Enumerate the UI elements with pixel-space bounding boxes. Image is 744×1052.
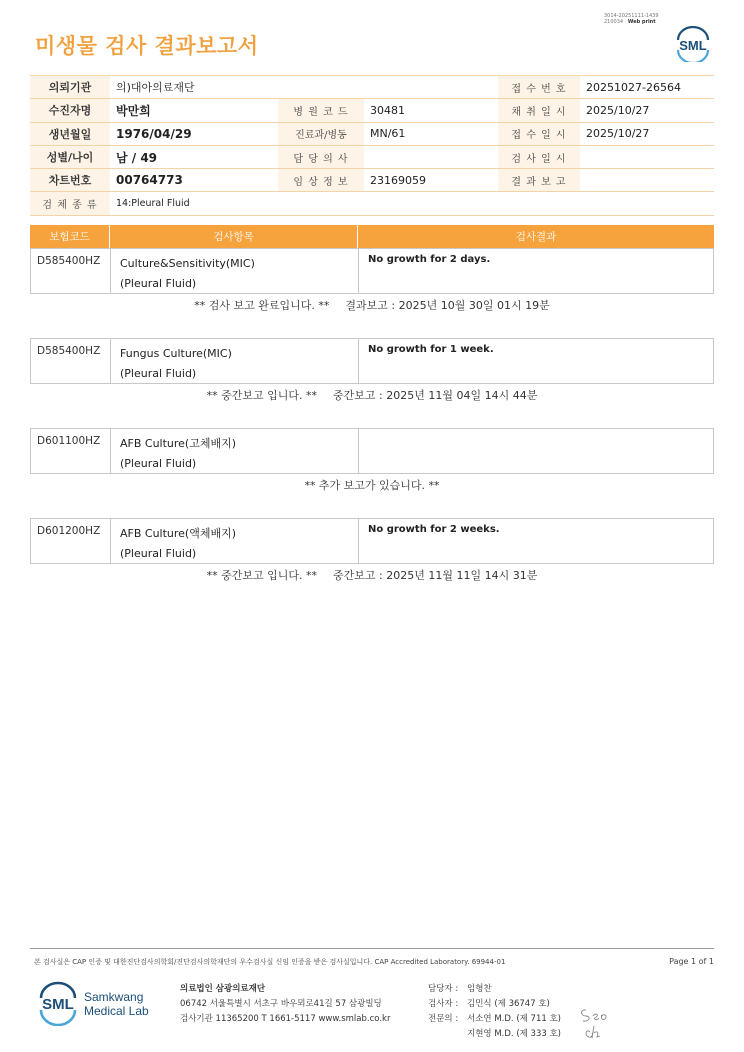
sex-age-label: 성별/나이 bbox=[30, 145, 110, 168]
result-note-status: ** 중간보고 입니다. ** bbox=[206, 569, 318, 582]
result-item-specimen: (Pleural Fluid) bbox=[120, 457, 197, 470]
patient-info-table bbox=[30, 75, 714, 216]
report-label: 결 과 보 고 bbox=[498, 169, 580, 192]
result-code: D585400HZ bbox=[31, 249, 111, 293]
result-code: D585400HZ bbox=[31, 339, 111, 383]
result-item bbox=[111, 519, 359, 563]
sml-logo-icon bbox=[672, 26, 714, 62]
doctor-label: 담 당 의 사 bbox=[278, 145, 364, 168]
staff-info bbox=[428, 982, 561, 1042]
signature-icon bbox=[578, 1006, 612, 1042]
result-item bbox=[111, 339, 359, 383]
logo-text: SML bbox=[679, 38, 707, 53]
result-note bbox=[30, 567, 714, 583]
corp-info bbox=[180, 982, 390, 1027]
result-row bbox=[30, 338, 714, 384]
result-item-specimen: (Pleural Fluid) bbox=[120, 547, 197, 560]
result-code: D601100HZ bbox=[31, 429, 111, 473]
client-label: 의뢰기관 bbox=[30, 76, 110, 99]
tester-value: 김민식 (제 36747 호) bbox=[467, 999, 550, 1009]
result-row bbox=[30, 248, 714, 294]
result-item-specimen: (Pleural Fluid) bbox=[120, 277, 197, 290]
corp-name: 의료법인 삼광의료재단 bbox=[180, 984, 266, 994]
specialist1-value: 서소연 M.D. (제 711 호) bbox=[467, 1014, 562, 1024]
result-item-name: Fungus Culture(MIC) bbox=[120, 347, 232, 360]
result-note bbox=[30, 297, 714, 313]
test-date-value bbox=[580, 145, 714, 168]
clinical-label: 임 상 정 보 bbox=[278, 169, 364, 192]
result-note-time: 중간보고 : 2025년 11월 04일 14시 44분 bbox=[333, 389, 538, 402]
result-value bbox=[359, 429, 713, 473]
collect-date-label: 채 취 일 시 bbox=[498, 99, 580, 122]
client-value: 의)대아의료재단 bbox=[110, 76, 498, 99]
header-result: 검사결과 bbox=[515, 231, 557, 243]
result-value: No growth for 2 days. bbox=[368, 254, 491, 265]
patient-value: 박만희 bbox=[110, 99, 278, 122]
samkwang-logo-icon bbox=[36, 980, 80, 1026]
corp-address: 06742 서울특별시 서초구 바우뫼로41길 57 삼광빌딩 bbox=[180, 999, 382, 1009]
receipt-no-label: 접 수 번 호 bbox=[498, 76, 580, 99]
sex-age-value: 남 / 49 bbox=[110, 145, 278, 168]
page-number: Page 1 of 1 bbox=[669, 957, 714, 966]
header-item: 검사항목 bbox=[110, 225, 358, 248]
result-note-status: ** 검사 보고 완료입니다. ** bbox=[194, 299, 330, 312]
brand-line1: Samkwang bbox=[84, 990, 144, 1004]
specialist-label: 전문의 : bbox=[428, 1014, 459, 1024]
result-item-name: AFB Culture(고체배지) bbox=[120, 437, 237, 450]
specimen-value: 14:Pleural Fluid bbox=[110, 192, 714, 215]
result-item bbox=[111, 429, 359, 473]
hospital-code-value: 30481 bbox=[364, 99, 498, 122]
receipt-date-value: 2025/10/27 bbox=[580, 122, 714, 145]
manager-label: 담당자 : bbox=[428, 984, 459, 994]
result-row bbox=[30, 428, 714, 474]
logo-text: SML bbox=[42, 996, 74, 1013]
brand-line2: Medical Lab bbox=[84, 1004, 149, 1018]
doctor-value bbox=[364, 145, 498, 168]
result-note bbox=[30, 477, 714, 493]
birth-value: 1976/04/29 bbox=[110, 122, 278, 145]
result-note bbox=[30, 387, 714, 403]
header-code: 보험코드 bbox=[30, 225, 110, 248]
results-header bbox=[30, 225, 714, 248]
chart-value: 00764773 bbox=[110, 169, 278, 192]
corp-contact: 검사기관 11365200 T 1661-5117 www.smlab.co.kr bbox=[180, 1014, 391, 1024]
result-code: D601200HZ bbox=[31, 519, 111, 563]
result-note-status: ** 추가 보고가 있습니다. ** bbox=[304, 479, 440, 492]
footer-divider bbox=[30, 948, 714, 949]
print-meta-line1: 3014-20251111-1439 bbox=[604, 13, 659, 19]
result-note-status: ** 중간보고 입니다. ** bbox=[206, 389, 318, 402]
hospital-code-label: 병 원 코 드 bbox=[278, 99, 364, 122]
result-item-specimen: (Pleural Fluid) bbox=[120, 367, 197, 380]
chart-label: 차트번호 bbox=[30, 169, 110, 192]
certification-note: 본 검사실은 CAP 인증 및 대한진단검사의학회/진단검사의학재단의 우수검사실 신임 인증을 받은 검사실입니다. CAP Accredited Laboratory. 69944-01 bbox=[34, 958, 506, 966]
result-value: No growth for 1 week. bbox=[368, 344, 494, 355]
collect-date-value: 2025/10/27 bbox=[580, 99, 714, 122]
result-note-time: 결과보고 : 2025년 10월 30일 01시 19분 bbox=[345, 299, 550, 312]
receipt-date-label: 접 수 일 시 bbox=[498, 122, 580, 145]
brand-name bbox=[84, 990, 149, 1018]
print-meta-label: Web print bbox=[627, 19, 656, 25]
test-date-label: 검 사 일 시 bbox=[498, 145, 580, 168]
patient-label: 수진자명 bbox=[30, 99, 110, 122]
page-title: 미생물 검사 결과보고서 bbox=[35, 34, 259, 58]
specialist2-value: 지현영 M.D. (제 333 호) bbox=[467, 1029, 562, 1039]
clinical-value: 23169059 bbox=[364, 169, 498, 192]
print-meta bbox=[604, 13, 659, 25]
report-value bbox=[580, 169, 714, 192]
result-item bbox=[111, 249, 359, 293]
tester-label: 검사자 : bbox=[428, 999, 459, 1009]
dept-value: MN/61 bbox=[364, 122, 498, 145]
dept-label: 진료과/병동 bbox=[278, 122, 364, 145]
result-item-name: Culture&Sensitivity(MIC) bbox=[120, 257, 255, 270]
print-meta-id: 210034 bbox=[604, 19, 624, 25]
result-item-name: AFB Culture(액체배지) bbox=[120, 527, 237, 540]
receipt-no-value: 20251027-26564 bbox=[580, 76, 714, 99]
specimen-label: 검 체 종 류 bbox=[30, 192, 110, 215]
birth-label: 생년월일 bbox=[30, 122, 110, 145]
result-note-time: 중간보고 : 2025년 11월 11일 14시 31분 bbox=[333, 569, 538, 582]
result-row bbox=[30, 518, 714, 564]
result-value: No growth for 2 weeks. bbox=[368, 524, 500, 535]
manager-value: 임형찬 bbox=[467, 984, 492, 994]
